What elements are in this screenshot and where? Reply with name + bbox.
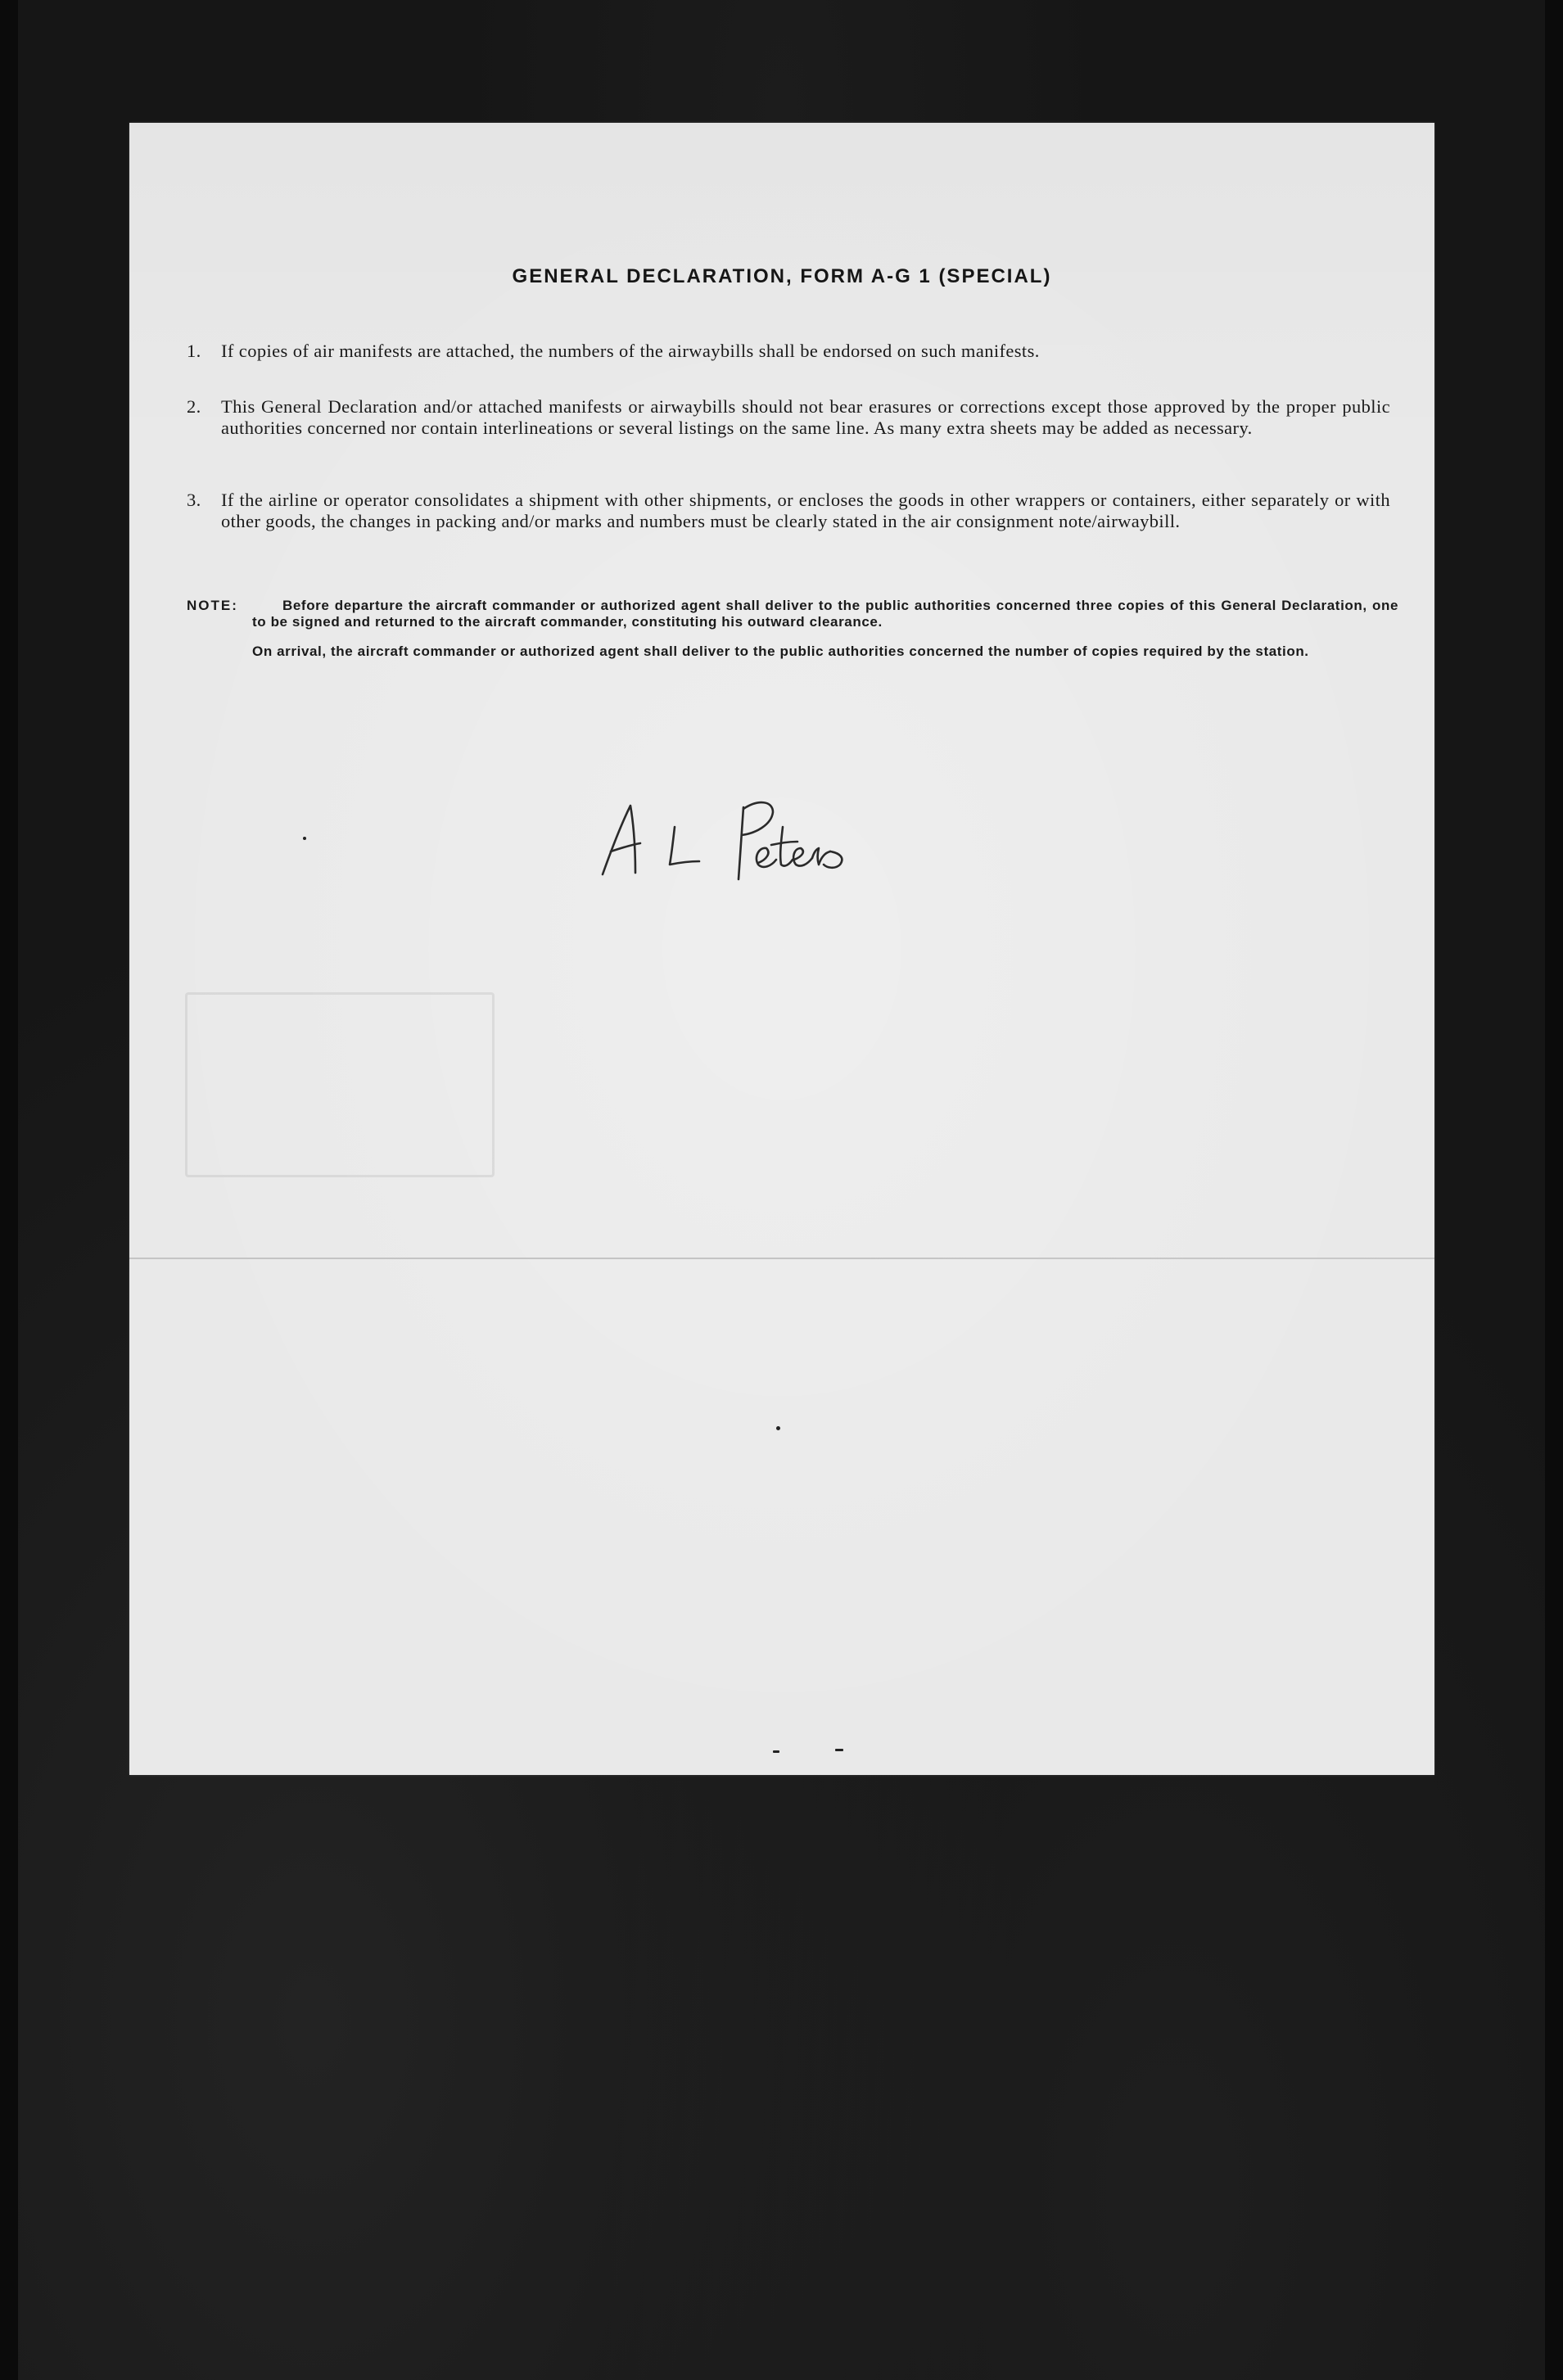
- dust-speck: [835, 1749, 843, 1751]
- dust-speck: [773, 1750, 779, 1753]
- film-edge-left: [0, 0, 18, 2380]
- item-text: If copies of air manifests are attached, the numbers of the airwaybills shall be endorsed on such manifests.: [221, 341, 1040, 361]
- fold-line: [129, 1258, 1434, 1259]
- film-edge-right: [1545, 0, 1563, 2380]
- item-text: This General Declaration and/or attached manifests or airwaybills should not bear erasures or corrections except those approved by the proper public authorities concerned nor contain interlineations or several listings on the same line. As many extra sheets may be added as necessary.: [221, 396, 1390, 438]
- document-page: [129, 123, 1434, 1775]
- instruction-item-3: [187, 490, 1390, 532]
- bleed-through-stamp: [185, 992, 495, 1177]
- form-title: GENERAL DECLARATION, FORM A-G 1 (SPECIAL): [512, 265, 1052, 287]
- item-number: 1.: [187, 341, 201, 361]
- note-label: NOTE:: [187, 598, 238, 613]
- note-block: [187, 598, 1398, 630]
- note-paragraph-2: On arrival, the aircraft commander or authorized agent shall deliver to the public authorities concerned the number of copies required by the station.: [252, 644, 1309, 659]
- item-text: If the airline or operator consolidates a shipment with other shipments, or encloses the goods in other wrappers or containers, either separately or with other goods, the changes in packing and/or marks and numbers must be clearly stated in the air consignment note/airwaybill.: [221, 490, 1390, 531]
- item-number: 3.: [187, 490, 201, 510]
- handwritten-signature: [598, 794, 852, 884]
- instruction-item-2: [187, 396, 1390, 439]
- item-number: 2.: [187, 396, 201, 417]
- dust-speck: [776, 1426, 780, 1430]
- note-paragraph-1: Before departure the aircraft commander or authorized agent shall deliver to the public authorities concerned three copies of this General Declaration, one to be signed and returned to the aircraft commander, constituting his outward clearance.: [252, 598, 1398, 630]
- instruction-item-1: [187, 341, 1390, 362]
- dust-speck: [303, 837, 306, 840]
